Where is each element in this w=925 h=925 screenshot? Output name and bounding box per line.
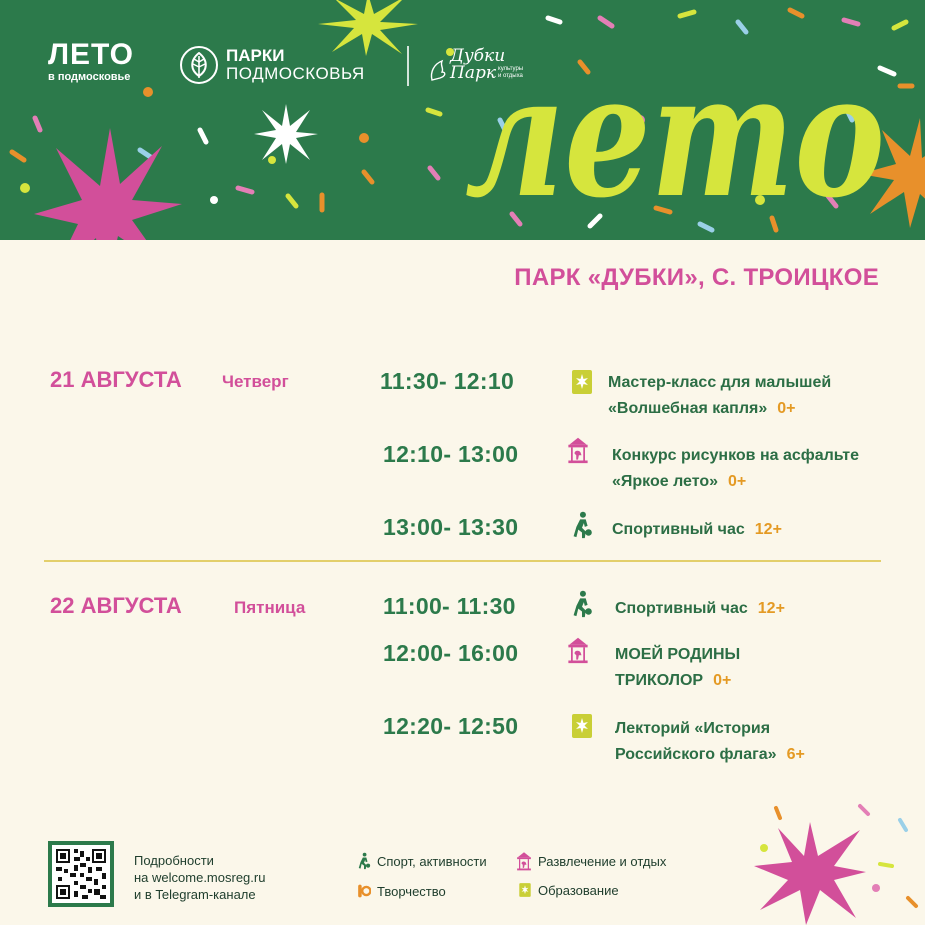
event-time: 11:30- 12:10 xyxy=(380,368,515,394)
age-rating: 0+ xyxy=(728,473,747,490)
leto-logo-subtitle: в подмосковье xyxy=(48,71,131,83)
white-burst-decoration xyxy=(254,104,318,164)
sport-icon xyxy=(570,590,594,618)
event-subtitle: «Волшебная капля» xyxy=(608,400,768,417)
event-title: Спортивный час xyxy=(612,521,745,538)
day-1-date: 21 АВГУСТА xyxy=(50,367,182,392)
palette-icon xyxy=(357,882,371,900)
event-subtitle: «Яркое лето» xyxy=(612,473,719,490)
parki-logo-line2: ПОДМОСКОВЬЯ xyxy=(226,64,365,83)
legend-education xyxy=(518,882,619,898)
legend-education-label: Образование xyxy=(538,882,619,898)
carousel-icon xyxy=(566,436,590,464)
legend-sport xyxy=(357,852,487,870)
age-rating: 12+ xyxy=(757,600,785,617)
event-description xyxy=(615,716,805,768)
event-subtitle: ТРИКОЛОР xyxy=(615,672,704,689)
event-description xyxy=(612,443,859,495)
parki-logo xyxy=(180,46,365,84)
dubki-logo-sub1: культуры xyxy=(498,66,524,72)
leaf-icon xyxy=(180,46,218,84)
dubki-logo-script2: Парк xyxy=(450,63,496,83)
sport-icon xyxy=(357,852,371,870)
education-icon xyxy=(570,368,594,396)
venue-title: ПАРК «ДУБКИ», С. ТРОИЦКОЕ xyxy=(514,264,879,291)
sport-icon xyxy=(570,511,594,539)
day-2-date: 22 АВГУСТА xyxy=(50,593,182,618)
header-banner xyxy=(0,0,925,240)
pink-burst-decoration xyxy=(34,128,182,240)
details-line-1: Подробности xyxy=(134,853,214,868)
event-description xyxy=(615,596,785,622)
event-description xyxy=(615,642,740,694)
age-rating: 0+ xyxy=(777,400,796,417)
event-time: 12:10- 13:00 xyxy=(383,441,519,467)
legend-creativity xyxy=(357,882,446,900)
legend-sport-label: Спорт, активности xyxy=(377,853,487,869)
education-icon xyxy=(518,882,532,898)
event-title: Спортивный час xyxy=(615,600,748,617)
details-line-2: на welcome.mosreg.ru xyxy=(134,870,266,885)
event-time: 12:20- 12:50 xyxy=(383,713,519,739)
event-title: МОЕЙ РОДИНЫ xyxy=(615,646,741,663)
day-2-weekday: Пятница xyxy=(234,598,306,617)
qr-code[interactable] xyxy=(48,841,114,907)
legend-leisure-label: Развлечение и отдых xyxy=(538,853,667,869)
legend-leisure xyxy=(516,851,666,871)
details-text xyxy=(134,852,265,903)
event-title: Лекторий «История xyxy=(615,720,771,737)
dubki-logo-sub2: и отдыха xyxy=(498,73,523,79)
event-time: 11:00- 11:30 xyxy=(383,593,516,619)
dubki-logo-script: Дубки xyxy=(450,46,506,66)
education-icon xyxy=(570,712,594,740)
age-rating: 0+ xyxy=(713,672,732,689)
leto-lettering-text: лето xyxy=(465,36,885,236)
oak-leaf-icon xyxy=(428,58,450,82)
leto-logo-title: ЛЕТО xyxy=(48,38,134,71)
event-subtitle: Российского флага» xyxy=(615,746,777,763)
age-rating: 6+ xyxy=(786,746,805,763)
event-title: Конкурс рисунков на асфальте xyxy=(612,447,859,464)
leto-logo xyxy=(48,40,134,83)
event-description xyxy=(612,517,782,543)
age-rating: 12+ xyxy=(754,521,782,538)
day-divider xyxy=(44,560,881,562)
legend-creativity-label: Творчество xyxy=(377,883,446,899)
day-1-weekday: Четверг xyxy=(222,372,289,391)
event-time: 12:00- 16:00 xyxy=(383,640,519,666)
leto-lettering xyxy=(455,25,895,240)
event-title: Мастер-класс для малышей xyxy=(608,374,832,391)
details-line-3: и в Telegram-канале xyxy=(134,887,256,902)
carousel-icon xyxy=(566,636,590,664)
event-time: 13:00- 13:30 xyxy=(383,514,519,540)
parki-logo-line1: ПАРКИ xyxy=(226,46,285,65)
footer-burst-decoration xyxy=(740,800,925,925)
carousel-icon xyxy=(516,851,532,871)
event-description xyxy=(608,370,831,422)
qr-code-pattern xyxy=(52,845,110,903)
logo-divider xyxy=(407,46,409,86)
